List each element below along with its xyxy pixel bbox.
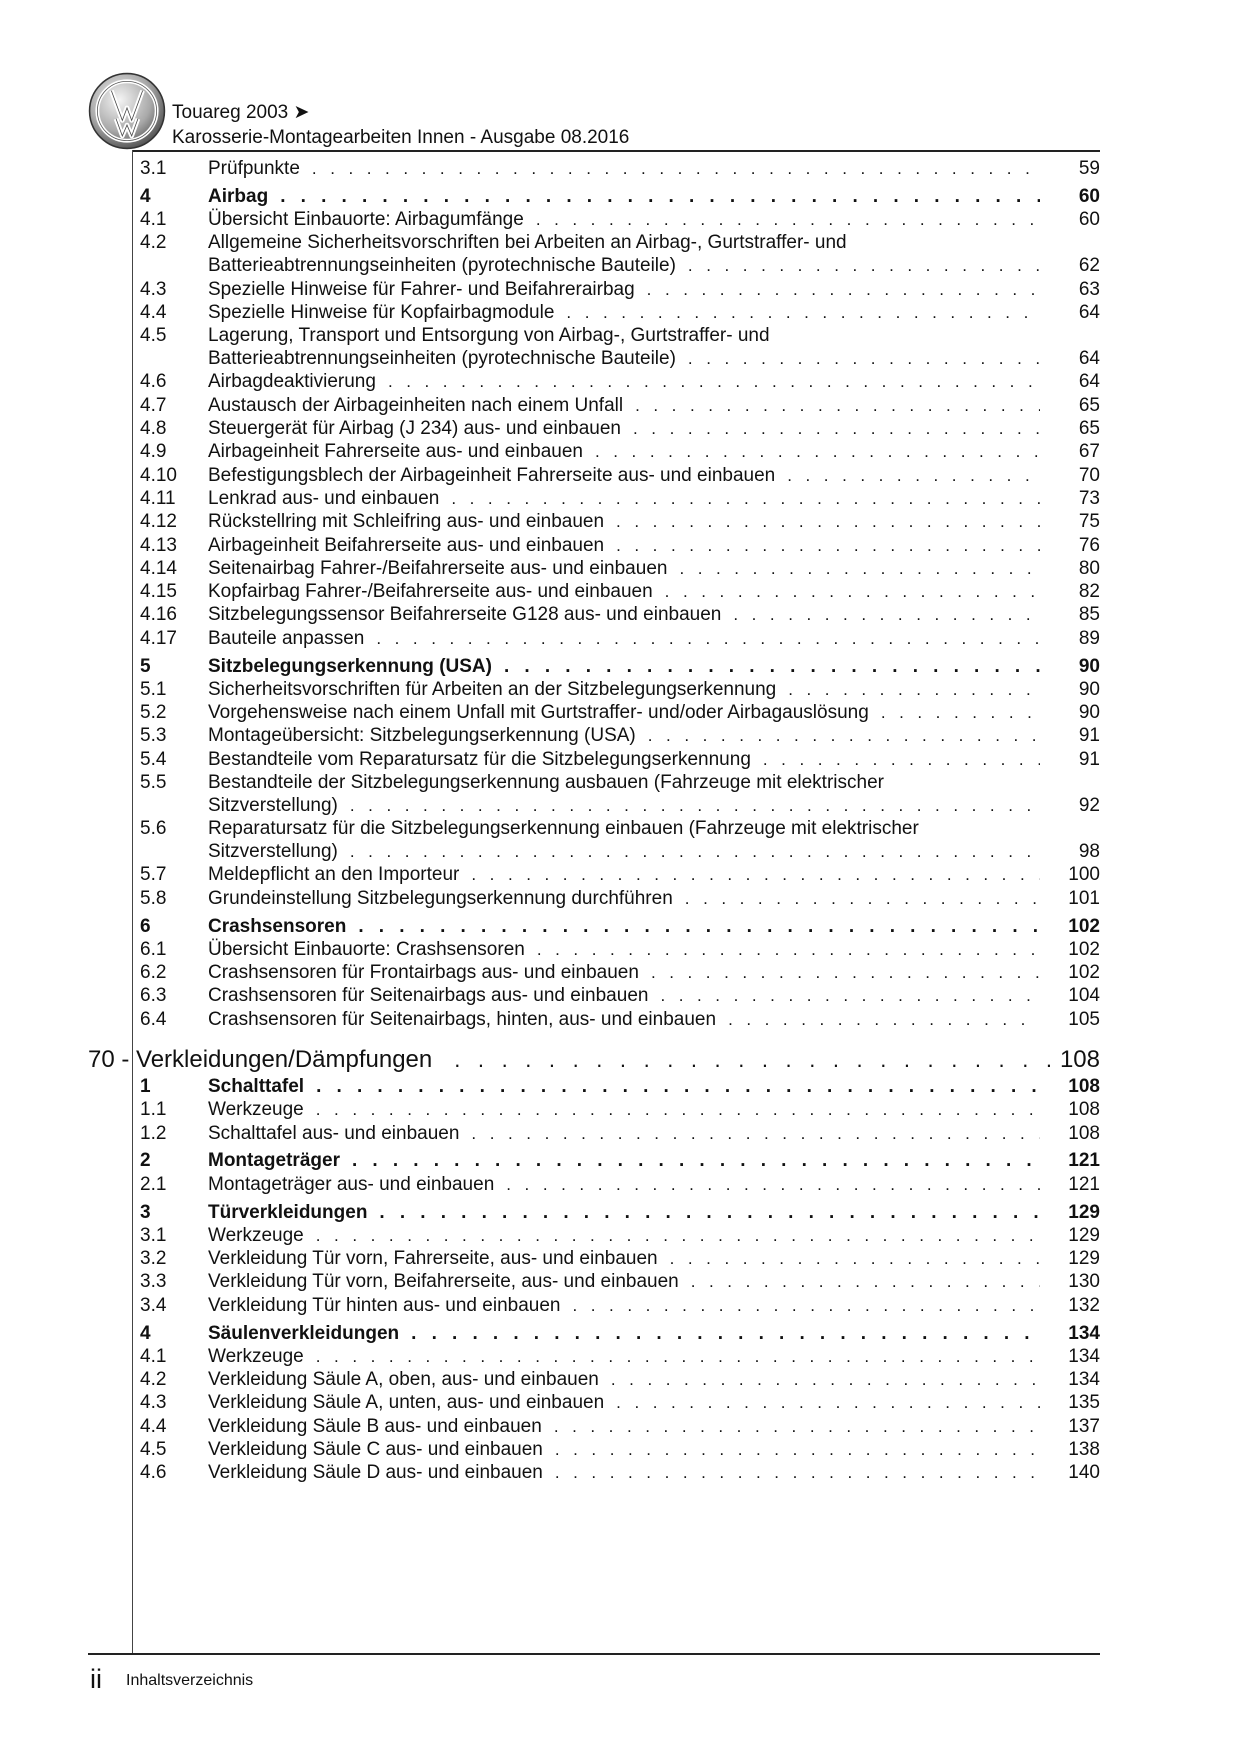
toc-title: Bestandteile der Sitzbelegungserkennung ausbauen (Fahrzeuge mit elektrischer bbox=[208, 772, 884, 793]
toc-title: Verkleidung Säule D aus- und einbauen bbox=[208, 1462, 543, 1484]
toc-title: Verkleidung Säule A, oben, aus- und einbauen bbox=[208, 1369, 599, 1391]
dot-leader bbox=[595, 441, 1040, 463]
toc-page-number: 102 bbox=[1068, 915, 1100, 937]
toc-number: 5.3 bbox=[140, 725, 167, 747]
toc-number: 3.1 bbox=[140, 1224, 167, 1246]
toc-number: 4.3 bbox=[140, 278, 167, 300]
toc-number: 6 bbox=[140, 915, 151, 937]
dot-leader bbox=[554, 1416, 1040, 1438]
toc-title: Bauteile anpassen bbox=[208, 627, 365, 649]
dot-leader bbox=[316, 1225, 1040, 1247]
toc-title: Batterieabtrennungseinheiten (pyrotechnische Bauteile) bbox=[208, 255, 676, 277]
toc-title: Spezielle Hinweise für Fahrer- und Beifahrerairbag bbox=[208, 278, 635, 300]
toc-title: Verkleidung Säule B aus- und einbauen bbox=[208, 1415, 542, 1437]
toc-number: 3.3 bbox=[140, 1271, 167, 1293]
dot-leader bbox=[616, 1392, 1040, 1414]
toc-number: 5.1 bbox=[140, 678, 167, 700]
header-model-text: Touareg 2003 bbox=[172, 102, 289, 123]
dot-leader bbox=[616, 535, 1040, 557]
toc-number: 4.2 bbox=[140, 1369, 167, 1391]
toc-page-number: 64 bbox=[1078, 371, 1100, 393]
dot-leader bbox=[788, 679, 1040, 701]
toc-title: Verkleidung Säule C aus- und einbauen bbox=[208, 1439, 543, 1460]
toc-number: 4.7 bbox=[140, 394, 167, 416]
dot-leader bbox=[379, 1202, 1040, 1224]
toc-page-number: 73 bbox=[1078, 487, 1100, 509]
toc-number: 3.1 bbox=[140, 158, 167, 179]
toc-page-number: 121 bbox=[1068, 1150, 1100, 1172]
toc-number: 4 bbox=[140, 1322, 151, 1344]
toc-title: Seitenairbag Fahrer-/Beifahrerseite aus- und einbauen bbox=[208, 557, 668, 579]
toc-title: Sitzverstellung) bbox=[208, 841, 338, 863]
dot-leader bbox=[566, 302, 1040, 324]
toc-number: 4.6 bbox=[140, 1462, 167, 1484]
toc-title: Verkleidung Tür vorn, Beifahrerseite, aus- und einbauen bbox=[208, 1271, 679, 1293]
toc-page-number: 129 bbox=[1068, 1224, 1100, 1246]
arrow-icon: ➤ bbox=[293, 102, 310, 123]
toc-number: 4.1 bbox=[140, 1345, 167, 1367]
toc-number: 1.1 bbox=[140, 1099, 167, 1121]
toc-page-number: 91 bbox=[1078, 725, 1100, 747]
toc-title: Airbag bbox=[208, 185, 269, 207]
toc-page-number: 89 bbox=[1078, 627, 1100, 649]
dot-leader bbox=[350, 841, 1040, 863]
dot-leader bbox=[471, 864, 1040, 886]
toc-number: 3 bbox=[140, 1201, 151, 1223]
toc-title: Airbageinheit Fahrerseite aus- und einbauen bbox=[208, 441, 583, 463]
toc-title: Türverkleidungen bbox=[208, 1201, 368, 1223]
toc-page-number: 64 bbox=[1078, 301, 1100, 323]
toc-number: 4.17 bbox=[140, 627, 177, 649]
dot-leader bbox=[635, 395, 1040, 417]
toc-number: 4.16 bbox=[140, 604, 177, 626]
toc-number: 4.5 bbox=[140, 325, 167, 347]
toc-title: Sitzbelegungserkennung (USA) bbox=[208, 655, 492, 677]
toc-number: 6.3 bbox=[140, 985, 167, 1007]
toc-page-number: 64 bbox=[1078, 348, 1100, 370]
dot-leader bbox=[537, 939, 1040, 961]
toc-title: Bestandteile vom Reparatursatz für die Sitzbelegungserkennung bbox=[208, 748, 751, 770]
toc-number: 4.3 bbox=[140, 1392, 167, 1414]
dot-leader bbox=[787, 465, 1040, 487]
toc-title: Reparatursatz für die Sitzbelegungserkennung einbauen (Fahrzeuge mit elektrischer bbox=[208, 818, 919, 840]
toc-number: 1 bbox=[140, 1076, 151, 1097]
toc-title: Crashsensoren bbox=[208, 915, 347, 937]
dot-leader bbox=[633, 418, 1040, 440]
toc-title: Sicherheitsvorschriften für Arbeiten an der Sitzbelegungserkennung bbox=[208, 678, 777, 700]
toc-page-number: 102 bbox=[1068, 938, 1100, 960]
dot-leader bbox=[352, 1150, 1040, 1172]
dot-leader bbox=[648, 725, 1040, 747]
toc-page-number: 76 bbox=[1078, 534, 1100, 556]
toc-number: 4.1 bbox=[140, 209, 167, 231]
dot-leader bbox=[688, 348, 1040, 370]
dot-leader bbox=[280, 186, 1040, 208]
toc-number: 3.4 bbox=[140, 1294, 167, 1316]
dot-leader bbox=[451, 488, 1040, 510]
toc-page-number: 80 bbox=[1078, 557, 1100, 579]
chapter-page-number: 108 bbox=[1059, 1046, 1100, 1073]
toc-page-number: 135 bbox=[1068, 1392, 1100, 1414]
toc-title: Rückstellring mit Schleifring aus- und einbauen bbox=[208, 511, 605, 533]
toc-number: 5.5 bbox=[140, 772, 167, 793]
toc-title: Werkzeuge bbox=[208, 1099, 304, 1121]
toc-title: Sitzbelegungssensor Beifahrerseite G128 aus- und einbauen bbox=[208, 604, 722, 626]
dot-leader bbox=[358, 916, 1040, 938]
toc-page-number: 129 bbox=[1068, 1248, 1100, 1270]
dot-leader bbox=[685, 888, 1040, 910]
toc-number: 4.9 bbox=[140, 441, 167, 463]
toc-page-number: 63 bbox=[1078, 278, 1100, 300]
dot-leader bbox=[679, 558, 1040, 580]
toc-title: Prüfpunkte bbox=[208, 158, 300, 179]
toc-page-number: 134 bbox=[1068, 1322, 1100, 1344]
dot-leader bbox=[555, 1439, 1040, 1461]
dot-leader bbox=[506, 1174, 1040, 1196]
toc-number: 5.7 bbox=[140, 864, 167, 886]
toc-page-number: 60 bbox=[1078, 185, 1100, 207]
dot-leader bbox=[572, 1295, 1040, 1317]
toc-title: Montageträger aus- und einbauen bbox=[208, 1173, 495, 1195]
toc-number: 5 bbox=[140, 655, 151, 677]
toc-title: Werkzeuge bbox=[208, 1345, 304, 1367]
toc-page-number: 91 bbox=[1078, 748, 1100, 770]
toc-title: Sitzverstellung) bbox=[208, 794, 338, 816]
toc-title: Montageübersicht: Sitzbelegungserkennung (USA) bbox=[208, 725, 636, 747]
toc-title: Lagerung, Transport und Entsorgung von Airbag-, Gurtstraffer- und bbox=[208, 325, 770, 347]
toc-title: Batterieabtrennungseinheiten (pyrotechnische Bauteile) bbox=[208, 348, 676, 370]
toc-number: 2.1 bbox=[140, 1173, 167, 1195]
toc-number: 5.8 bbox=[140, 887, 167, 909]
dot-leader bbox=[504, 656, 1040, 678]
toc-number: 4.15 bbox=[140, 581, 177, 603]
toc-title: Allgemeine Sicherheitsvorschriften bei Arbeiten an Airbag-, Gurtstraffer- und bbox=[208, 232, 847, 254]
toc-page-number: 129 bbox=[1068, 1201, 1100, 1223]
toc-number: 2 bbox=[140, 1150, 151, 1172]
dot-leader bbox=[376, 628, 1040, 650]
toc-title: Meldepflicht an den Importeur bbox=[208, 864, 460, 886]
toc-page-number: 90 bbox=[1078, 678, 1100, 700]
dot-leader bbox=[881, 702, 1040, 724]
toc-page-number: 134 bbox=[1068, 1369, 1100, 1391]
toc-number: 4.10 bbox=[140, 464, 177, 486]
dot-leader bbox=[647, 279, 1040, 301]
dot-leader bbox=[350, 795, 1040, 817]
toc-page-number: 138 bbox=[1068, 1439, 1100, 1460]
toc-title: Verkleidung Säule A, unten, aus- und einbauen bbox=[208, 1392, 605, 1414]
toc-page-number: 65 bbox=[1078, 418, 1100, 439]
dot-leader bbox=[688, 255, 1040, 277]
toc-page-number: 92 bbox=[1078, 794, 1100, 816]
dot-leader bbox=[616, 511, 1040, 533]
toc-number: 4.12 bbox=[140, 511, 177, 533]
toc-title: Kopfairbag Fahrer-/Beifahrerseite aus- und einbauen bbox=[208, 581, 653, 603]
toc-title: Steuergerät für Airbag (J 234) aus- und einbauen bbox=[208, 418, 621, 439]
toc-title: Spezielle Hinweise für Kopfairbagmodule bbox=[208, 301, 555, 323]
toc-title: Austausch der Airbageinheiten nach einem Unfall bbox=[208, 394, 624, 416]
toc-title: Grundeinstellung Sitzbelegungserkennung durchführen bbox=[208, 887, 673, 909]
toc-number: 4.11 bbox=[140, 487, 176, 509]
toc-title: Werkzeuge bbox=[208, 1224, 304, 1246]
dot-leader bbox=[651, 962, 1040, 984]
toc-title: Befestigungsblech der Airbageinheit Fahrerseite aus- und einbauen bbox=[208, 464, 776, 486]
toc-title: Säulenverkleidungen bbox=[208, 1322, 400, 1344]
toc-number: 6.4 bbox=[140, 1008, 167, 1030]
toc-page-number: 140 bbox=[1068, 1462, 1100, 1484]
chapter-title: 70 - Verkleidungen/Dämpfungen bbox=[88, 1046, 433, 1073]
toc-page-number: 132 bbox=[1068, 1294, 1100, 1316]
toc-page-number: 70 bbox=[1078, 464, 1100, 486]
toc-page-number: 101 bbox=[1068, 887, 1100, 909]
toc-page-number: 98 bbox=[1078, 841, 1100, 863]
dot-leader bbox=[316, 1099, 1040, 1121]
dot-leader bbox=[733, 604, 1040, 626]
dot-leader bbox=[316, 1076, 1040, 1098]
toc-page-number: 65 bbox=[1078, 394, 1100, 416]
dot-leader bbox=[388, 371, 1040, 393]
toc-page-number: 121 bbox=[1068, 1173, 1100, 1195]
toc-number: 5.4 bbox=[140, 748, 167, 770]
toc-title: Schalttafel bbox=[208, 1076, 305, 1097]
toc-title: Montageträger bbox=[208, 1150, 340, 1172]
footer-label: Inhaltsverzeichnis bbox=[126, 1672, 254, 1689]
toc-page-number: 104 bbox=[1068, 985, 1100, 1007]
toc-title: Airbagdeaktivierung bbox=[208, 371, 376, 393]
toc-number: 4 bbox=[140, 185, 151, 207]
toc-number: 4.14 bbox=[140, 557, 177, 579]
toc-number: 4.2 bbox=[140, 232, 167, 254]
toc-title: Airbageinheit Beifahrerseite aus- und einbauen bbox=[208, 534, 605, 556]
toc-title: Crashsensoren für Seitenairbags aus- und einbauen bbox=[208, 985, 649, 1007]
dot-leader bbox=[312, 158, 1040, 180]
page-number: ii bbox=[90, 1664, 102, 1694]
toc-title: Übersicht Einbauorte: Airbagumfänge bbox=[208, 209, 524, 231]
dot-leader bbox=[611, 1369, 1040, 1391]
dot-leader bbox=[316, 1346, 1040, 1368]
header-subtitle: Karosserie-Montagearbeiten Innen - Ausgabe 08.2016 bbox=[172, 127, 630, 148]
dot-leader bbox=[471, 1123, 1040, 1145]
toc-page-number: 90 bbox=[1078, 655, 1100, 677]
dot-leader bbox=[670, 1248, 1040, 1270]
toc-number: 6.2 bbox=[140, 962, 167, 984]
chapter-heading[interactable] bbox=[88, 1046, 1100, 1074]
toc-page-number: 102 bbox=[1068, 962, 1100, 984]
toc-page-number: 105 bbox=[1068, 1008, 1100, 1030]
toc-page-number: 59 bbox=[1078, 158, 1100, 179]
toc-number: 4.4 bbox=[140, 1415, 167, 1437]
toc-title: Crashsensoren für Seitenairbags, hinten, aus- und einbauen bbox=[208, 1008, 717, 1030]
toc-title: Crashsensoren für Frontairbags aus- und einbauen bbox=[208, 962, 639, 984]
toc-number: 4.13 bbox=[140, 534, 177, 556]
toc-title: Verkleidung Tür vorn, Fahrerseite, aus- und einbauen bbox=[208, 1248, 658, 1270]
toc-page-number: 75 bbox=[1078, 511, 1100, 533]
toc-title: Vorgehensweise nach einem Unfall mit Gurtstraffer- und/oder Airbagauslösung bbox=[208, 702, 869, 724]
dot-leader bbox=[555, 1462, 1040, 1484]
dot-leader bbox=[536, 209, 1040, 231]
toc-title: Lenkrad aus- und einbauen bbox=[208, 487, 440, 509]
toc-title: Schalttafel aus- und einbauen bbox=[208, 1122, 460, 1144]
toc-title: Verkleidung Tür hinten aus- und einbauen bbox=[208, 1294, 561, 1316]
toc-number: 6.1 bbox=[140, 938, 167, 960]
dot-leader bbox=[691, 1271, 1040, 1293]
dot-leader bbox=[665, 581, 1040, 603]
dot-leader bbox=[763, 749, 1040, 771]
toc-number: 4.6 bbox=[140, 371, 167, 393]
toc-page-number: 85 bbox=[1078, 604, 1100, 626]
toc-page-number: 108 bbox=[1068, 1076, 1100, 1097]
toc-page-number: 108 bbox=[1068, 1122, 1100, 1144]
dot-leader bbox=[660, 985, 1040, 1007]
toc-page-number: 62 bbox=[1078, 255, 1100, 277]
toc-number: 4.5 bbox=[140, 1439, 167, 1460]
toc-page-number: 82 bbox=[1078, 581, 1100, 603]
toc-page-number: 130 bbox=[1068, 1271, 1100, 1293]
toc-number: 5.2 bbox=[140, 702, 167, 724]
toc-number: 4.4 bbox=[140, 301, 167, 323]
toc-title: Übersicht Einbauorte: Crashsensoren bbox=[208, 938, 525, 960]
dot-leader bbox=[454, 1046, 1054, 1074]
toc-page-number: 67 bbox=[1078, 441, 1100, 463]
toc-number: 4.8 bbox=[140, 418, 167, 439]
toc-number: 5.6 bbox=[140, 818, 167, 840]
dot-leader bbox=[411, 1323, 1040, 1345]
toc-number: 1.2 bbox=[140, 1122, 167, 1144]
toc-page-number: 90 bbox=[1078, 702, 1100, 724]
toc-page-number: 108 bbox=[1068, 1099, 1100, 1121]
dot-leader bbox=[728, 1009, 1040, 1031]
toc-page-number: 137 bbox=[1068, 1415, 1100, 1437]
toc-page-number: 60 bbox=[1078, 209, 1100, 231]
toc-page-number: 100 bbox=[1068, 864, 1100, 886]
toc-page-number: 134 bbox=[1068, 1345, 1100, 1367]
toc-number: 3.2 bbox=[140, 1248, 167, 1270]
